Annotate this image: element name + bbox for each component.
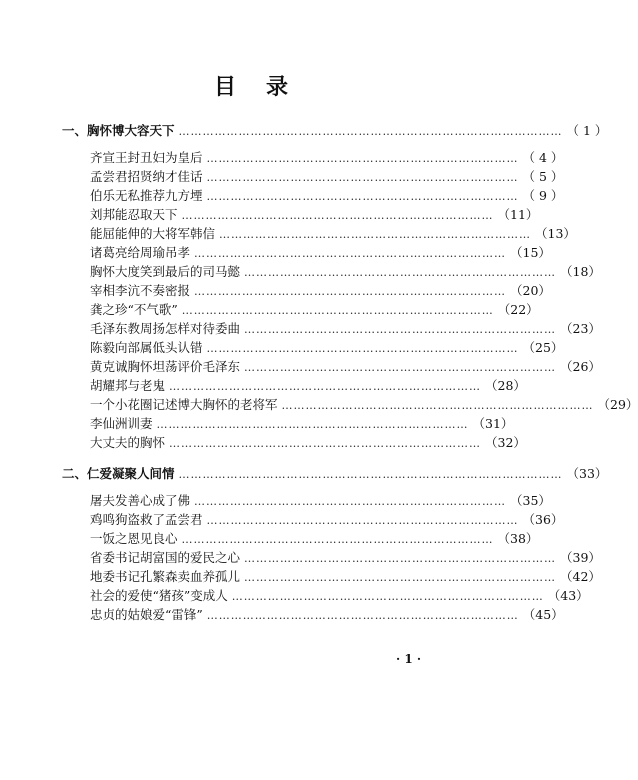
- leader-dots: ……………………………………………………………………: [206, 609, 519, 622]
- toc-entry[interactable]: [90, 224, 576, 242]
- entry-page: （29）: [597, 397, 638, 412]
- entry-title: 龚之珍“不气歌”: [90, 302, 178, 317]
- toc-entry[interactable]: [90, 491, 551, 509]
- toc-section-1[interactable]: [62, 121, 608, 139]
- leader-dots: ……………………………………………………………………: [206, 152, 519, 165]
- toc-entry[interactable]: [90, 586, 589, 604]
- toc-entry[interactable]: [90, 186, 564, 204]
- entry-page: （36）: [522, 512, 564, 527]
- entry-page: （25）: [522, 340, 564, 355]
- entry-page: （42）: [560, 569, 601, 584]
- leader-dots: ……………………………………………………………………………………: [178, 468, 563, 481]
- leader-dots: ……………………………………………………………………: [156, 418, 469, 431]
- toc-entry[interactable]: [90, 395, 638, 413]
- entry-page: （18）: [560, 264, 601, 279]
- entry-title: 伯乐无私推荐九方堙: [90, 188, 203, 203]
- entry-page: （23）: [560, 321, 601, 336]
- leader-dots: ……………………………………………………………………: [206, 342, 519, 355]
- entry-title: 一饭之恩见良心: [90, 531, 178, 546]
- leader-dots: ……………………………………………………………………: [181, 209, 494, 222]
- leader-dots: ……………………………………………………………………: [244, 323, 557, 336]
- leader-dots: ……………………………………………………………………: [169, 380, 482, 393]
- leader-dots: ……………………………………………………………………: [194, 495, 507, 508]
- entry-title: 孟尝君招贤纳才佳话: [90, 169, 203, 184]
- entry-title: 诸葛亮给周瑜吊孝: [90, 245, 191, 260]
- entry-title: 鸡鸣狗盗救了孟尝君: [90, 512, 203, 527]
- toc-entry[interactable]: [90, 529, 539, 547]
- entry-page: （ 4 ）: [522, 150, 564, 165]
- toc-entry[interactable]: [90, 319, 601, 337]
- leader-dots: ……………………………………………………………………: [194, 285, 507, 298]
- toc-entry[interactable]: [90, 376, 526, 394]
- leader-dots: ……………………………………………………………………: [206, 190, 519, 203]
- entry-page: （ 9 ）: [522, 188, 564, 203]
- entry-title: 省委书记胡富国的爱民之心: [90, 550, 241, 565]
- entry-title: 地委书记孔繁森卖血养孤儿: [90, 569, 241, 584]
- entry-title: 胡耀邦与老鬼: [90, 378, 166, 393]
- toc-entry[interactable]: [90, 205, 539, 223]
- entry-page: （45）: [522, 607, 564, 622]
- page-title: [0, 70, 504, 101]
- toc-entry[interactable]: [90, 567, 601, 585]
- entry-title: 屠夫发善心成了佛: [90, 493, 191, 508]
- entry-page: （ 5 ）: [522, 169, 564, 184]
- entry-page: （38）: [497, 531, 539, 546]
- leader-dots: ……………………………………………………………………………………: [178, 125, 563, 138]
- entry-title: 齐宣王封丑妇为皇后: [90, 150, 203, 165]
- entry-page: （28）: [485, 378, 526, 393]
- toc-section-2[interactable]: [62, 464, 608, 482]
- entry-title: 刘邦能忍取天下: [90, 207, 178, 222]
- entry-title: 能屈能伸的大将军韩信: [90, 226, 216, 241]
- entry-page: （39）: [560, 550, 601, 565]
- leader-dots: ……………………………………………………………………: [281, 399, 594, 412]
- entry-title: 一个小花圈记述博大胸怀的老将军: [90, 397, 278, 412]
- leader-dots: ……………………………………………………………………: [194, 247, 507, 260]
- entry-page: （20）: [510, 283, 551, 298]
- toc-entry[interactable]: [90, 167, 564, 185]
- leader-dots: ……………………………………………………………………: [244, 552, 557, 565]
- entry-title: 毛泽东教周扬怎样对待委曲: [90, 321, 241, 336]
- entry-page: （11）: [497, 207, 539, 222]
- entry-title: 宰相李沆不奏密报: [90, 283, 191, 298]
- entry-title: 李仙洲训妻: [90, 416, 153, 431]
- section-title: 一、胸怀博大容天下: [62, 123, 175, 138]
- toc-entry[interactable]: [90, 148, 564, 166]
- entry-title: 胸怀大度笑到最后的司马懿: [90, 264, 241, 279]
- entry-page: （35）: [510, 493, 551, 508]
- leader-dots: ……………………………………………………………………: [206, 171, 519, 184]
- leader-dots: ……………………………………………………………………: [244, 361, 557, 374]
- section-page: （33）: [566, 466, 608, 481]
- page-number: · 1 ·: [396, 652, 422, 666]
- title-char-2: 录: [266, 74, 291, 100]
- toc-entry[interactable]: [90, 548, 601, 566]
- entry-page: （13）: [535, 226, 576, 241]
- entry-page: （15）: [510, 245, 551, 260]
- toc-entry[interactable]: [90, 357, 601, 375]
- toc-entry[interactable]: [90, 605, 564, 623]
- entry-title: 黄克诚胸怀坦荡评价毛泽东: [90, 359, 241, 374]
- leader-dots: ……………………………………………………………………: [231, 590, 544, 603]
- entry-title: 陈毅向部属低头认错: [90, 340, 203, 355]
- toc-entry[interactable]: [90, 281, 551, 299]
- toc-entry[interactable]: [90, 243, 551, 261]
- entry-page: （26）: [560, 359, 601, 374]
- leader-dots: ……………………………………………………………………: [244, 266, 557, 279]
- leader-dots: ……………………………………………………………………: [181, 304, 494, 317]
- section-title: 二、仁爱凝聚人间情: [62, 466, 175, 481]
- leader-dots: ……………………………………………………………………: [206, 514, 519, 527]
- entry-page: （31）: [472, 416, 514, 431]
- toc-entry[interactable]: [90, 433, 526, 451]
- title-char-1: 目: [213, 74, 238, 100]
- toc-entry[interactable]: [90, 414, 514, 432]
- toc-entry[interactable]: [90, 510, 564, 528]
- entry-page: （22）: [497, 302, 539, 317]
- entry-page: （43）: [547, 588, 589, 603]
- toc-entry[interactable]: [90, 338, 564, 356]
- entry-page: （32）: [485, 435, 526, 450]
- section-page: （ 1 ）: [566, 123, 608, 138]
- entry-title: 大丈夫的胸怀: [90, 435, 166, 450]
- leader-dots: ……………………………………………………………………: [169, 437, 482, 450]
- toc-entry[interactable]: [90, 262, 601, 280]
- toc-entry[interactable]: [90, 300, 539, 318]
- leader-dots: ……………………………………………………………………: [219, 228, 532, 241]
- leader-dots: ……………………………………………………………………: [181, 533, 494, 546]
- entry-title: 社会的爱使“猪孩”变成人: [90, 588, 228, 603]
- entry-title: 忠贞的姑娘爱“雷锋”: [90, 607, 203, 622]
- leader-dots: ……………………………………………………………………: [244, 571, 557, 584]
